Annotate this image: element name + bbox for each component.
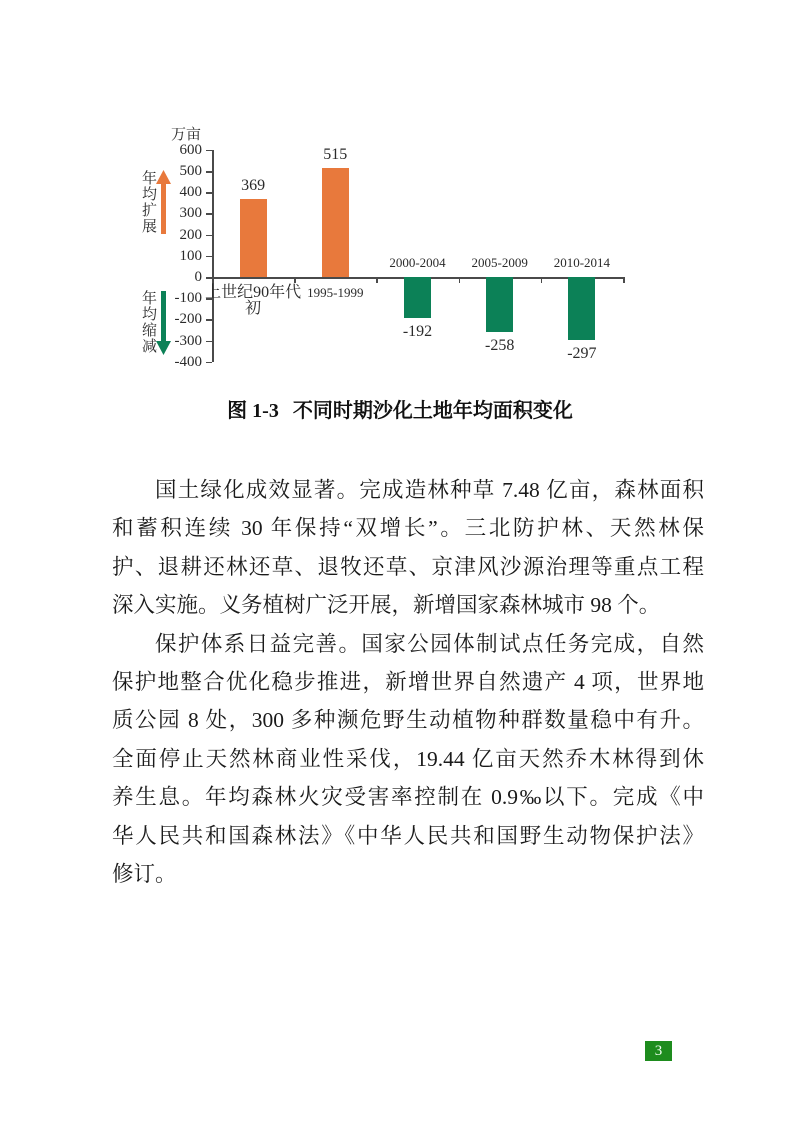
y-axis-unit-label: 万亩 [171, 127, 202, 143]
y-axis [212, 150, 214, 362]
y-tick-label: 0 [194, 269, 202, 285]
bar-value-label: 515 [323, 145, 348, 163]
paragraph-line: 国土绿化成效显著。完成造林种草 7.48 亿亩，森林面积 [155, 478, 704, 502]
y-tick-label: 400 [179, 184, 202, 201]
paragraph-line: 全面停止天然林商业性采伐，19.44 亿亩天然乔木林得到休 [112, 746, 704, 771]
bar-value-label: 369 [241, 176, 266, 194]
paragraph-line: 质公园 8 处，300 多种濒危野生动植物种群数量稳中有升。 [112, 708, 704, 733]
x-tick-mark [294, 277, 296, 283]
body-text [112, 471, 704, 893]
annotation-expansion-label: 年均扩展 [140, 170, 156, 234]
annotation-reduction-label: 年均缩减 [140, 290, 156, 354]
y-tick-label: 100 [179, 247, 202, 264]
figure-caption [0, 394, 800, 423]
bar [486, 277, 513, 332]
figure-caption-title: 不同时期沙化土地年均面积变化 [292, 400, 573, 422]
y-tick-mark [206, 319, 212, 321]
page-number-badge: 3 [645, 1041, 672, 1061]
y-tick-label: 500 [179, 163, 202, 179]
category-label: 2000-2004 [389, 255, 446, 270]
y-tick-mark [206, 277, 212, 279]
y-tick-label: -200 [174, 311, 202, 328]
x-tick-mark [623, 277, 625, 283]
paragraph-line: 养生息。年均森林火灾受害率控制在 0.9‰以下。完成《中 [112, 785, 704, 810]
category-label: 2010-2014 [553, 255, 611, 270]
y-tick-label: 300 [179, 205, 202, 222]
bar [322, 168, 349, 277]
y-tick-label: 200 [179, 226, 202, 243]
paragraph-line: 保护体系日益完善。国家公园体制试点任务完成，自然 [155, 631, 704, 656]
category-label: 上世纪90年代初 [205, 284, 302, 317]
y-tick-mark [206, 213, 212, 215]
y-tick-mark [206, 235, 212, 237]
paragraph-line: 修订。 [112, 861, 177, 886]
bar [240, 199, 267, 277]
x-tick-mark [459, 277, 461, 283]
y-tick-mark [206, 171, 212, 173]
y-tick-label: -400 [174, 353, 202, 370]
bar-value-label: -192 [402, 322, 433, 340]
up-arrow-icon [156, 170, 171, 234]
y-tick-mark [206, 256, 212, 258]
y-tick-label: -100 [174, 290, 202, 307]
y-tick-mark [206, 362, 212, 364]
figure-caption-number: 图 1-3 [227, 400, 279, 422]
y-tick-mark [206, 150, 212, 152]
paragraph-line: 和蓄积连续 30 年保持“双增长”。三北防护林、天然林保 [112, 516, 704, 541]
category-label: 1995-1999 [307, 285, 364, 300]
y-tick-mark [206, 192, 212, 194]
bar [404, 277, 431, 318]
category-label: 2005-2009 [471, 255, 528, 270]
y-tick-mark [206, 341, 212, 343]
y-tick-label: -300 [174, 332, 202, 349]
paragraph-line: 保护地整合优化稳步推进，新增世界自然遗产 4 项，世界地 [112, 669, 704, 694]
paragraph-line: 深入实施。义务植树广泛开展，新增国家森林城市 98 个。 [112, 593, 661, 618]
bar [568, 277, 595, 340]
figure-chart [130, 115, 690, 400]
paragraph-line: 华人民共和国森林法》《中华人民共和国野生动物保护法》 [112, 823, 704, 848]
paragraph-line: 护、退耕还林还草、退牧还草、京津风沙源治理等重点工程 [112, 554, 704, 579]
y-tick-label: 600 [179, 141, 202, 158]
x-tick-mark [541, 277, 543, 283]
bar-value-label: -258 [485, 336, 515, 354]
x-tick-mark [376, 277, 378, 283]
bar-value-label: -297 [567, 344, 597, 362]
